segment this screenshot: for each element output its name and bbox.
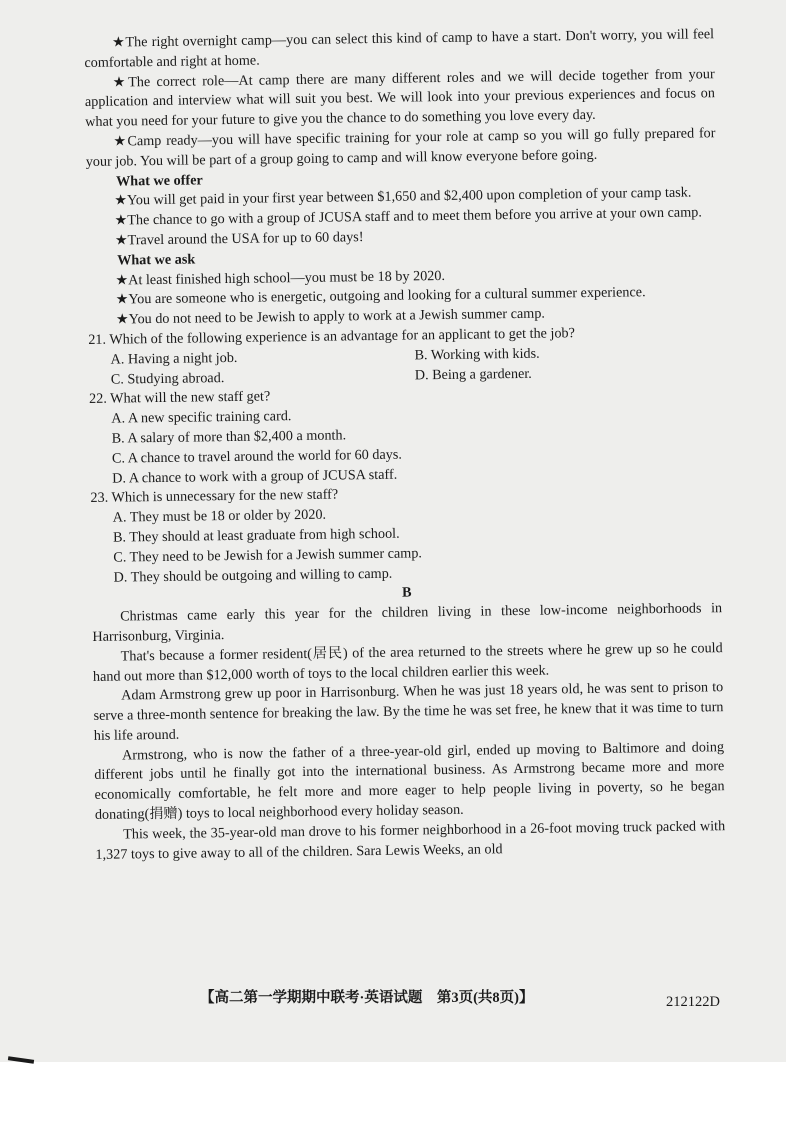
passage-a-paragraph: ★The correct role—At camp there are many different roles and we will decide together from your application and interview what will suit you best. We will look into your previous experiences and focus on what you need for your future to give you the chance to do something you love every day.	[84, 65, 716, 131]
question-21-option-b: B. Working with kids.	[414, 345, 540, 364]
passage-a-paragraph: ★The right overnight camp—you can select this kind of camp to have a start. Don't worry, you will feel comfortable and right at home.	[84, 26, 715, 71]
question-22-stem: 22. What will the new staff get?	[88, 388, 271, 408]
section-heading-ask: What we ask	[117, 251, 196, 269]
ask-item: ★You do not need to be Jewish to apply to work at a Jewish summer camp.	[115, 305, 546, 328]
passage-a-paragraph: ★Camp ready—you will have specific training for your role at camp so you will go fully prepared for your job. You will be part of a group going to camp and will know everyone before going.	[85, 125, 716, 170]
passage-b-paragraph: Armstrong, who is now the father of a three-year-old girl, ended up moving to Baltimore and doing different jobs until he finally got into the international business. As Armstrong became more and more economically comfortable, he felt more and more eager to help people living in poverty, so he began donating(捐赠) toys to local neighborhood every holiday season.	[94, 738, 725, 824]
offer-item: ★Travel around the USA for up to 60 days!	[114, 229, 364, 249]
section-heading-offer: What we offer	[115, 171, 203, 190]
page-footer	[200, 986, 720, 1010]
question-21-option-c: C. Studying abroad.	[110, 369, 225, 388]
passage-b-paragraph: This week, the 35-year-old man drove to his former neighborhood in a 26-foot moving truck packed with 1,327 toys to give away to all of the children. Sara Lewis Weeks, an old	[95, 818, 726, 863]
footer-title: 【高二第一学期期中联考·英语试题 第3页(共8页)】	[200, 990, 534, 1006]
question-22-option-c: C. A chance to travel around the world for 60 days.	[111, 446, 402, 467]
ask-item: ★You are someone who is energetic, outgoing and looking for a cultural summer experience.	[115, 284, 646, 308]
question-22-option-b: B. A salary of more than $2,400 a month.	[111, 427, 347, 447]
section-b-label: B	[401, 584, 412, 601]
passage-b-paragraph: Christmas came early this year for the children living in these low-income neighborhoods in Harrisonburg, Virginia.	[92, 600, 723, 645]
question-23-stem: 23. Which is unnecessary for the new staff?	[90, 486, 339, 507]
question-23-option-d: D. They should be outgoing and willing to camp.	[113, 565, 393, 586]
question-22-option-d: D. A chance to work with a group of JCUSA staff.	[112, 466, 398, 487]
question-23-option-a: A. They must be 18 or older by 2020.	[112, 506, 327, 526]
ask-item: ★At least finished high school—you must be 18 by 2020.	[115, 267, 446, 289]
passage-b-paragraph: Adam Armstrong grew up poor in Harrisonburg. When he was just 18 years old, he was sent to prison to serve a three-month sentence for breaking the law. By the time he was set free, he knew that it was time to turn his life around.	[93, 679, 724, 744]
question-21-stem: 21. Which of the following experience is an advantage for an applicant to get the job?	[88, 325, 576, 348]
footer-code: 212122D	[666, 994, 720, 1010]
question-21-option-d: D. Being a gardener.	[414, 365, 532, 383]
question-23-option-c: C. They need to be Jewish for a Jewish summer camp.	[113, 545, 423, 566]
offer-item: ★You will get paid in your first year between $1,650 and $2,400 upon completion of your camp task.	[114, 184, 692, 209]
question-21-option-a: A. Having a night job.	[110, 349, 238, 368]
question-22-option-a: A. A new specific training card.	[111, 408, 292, 427]
offer-item: ★The chance to go with a group of JCUSA staff and to meet them before you arrive at your own camp.	[114, 204, 702, 229]
page-content	[84, 25, 726, 865]
passage-b-paragraph: That's because a former resident(居民) of the area returned to the streets where he grew up so he could hand out more than $12,000 worth of toys to the local children earlier this week.	[92, 639, 723, 685]
question-23-option-b: B. They should at least graduate from high school.	[112, 525, 400, 546]
